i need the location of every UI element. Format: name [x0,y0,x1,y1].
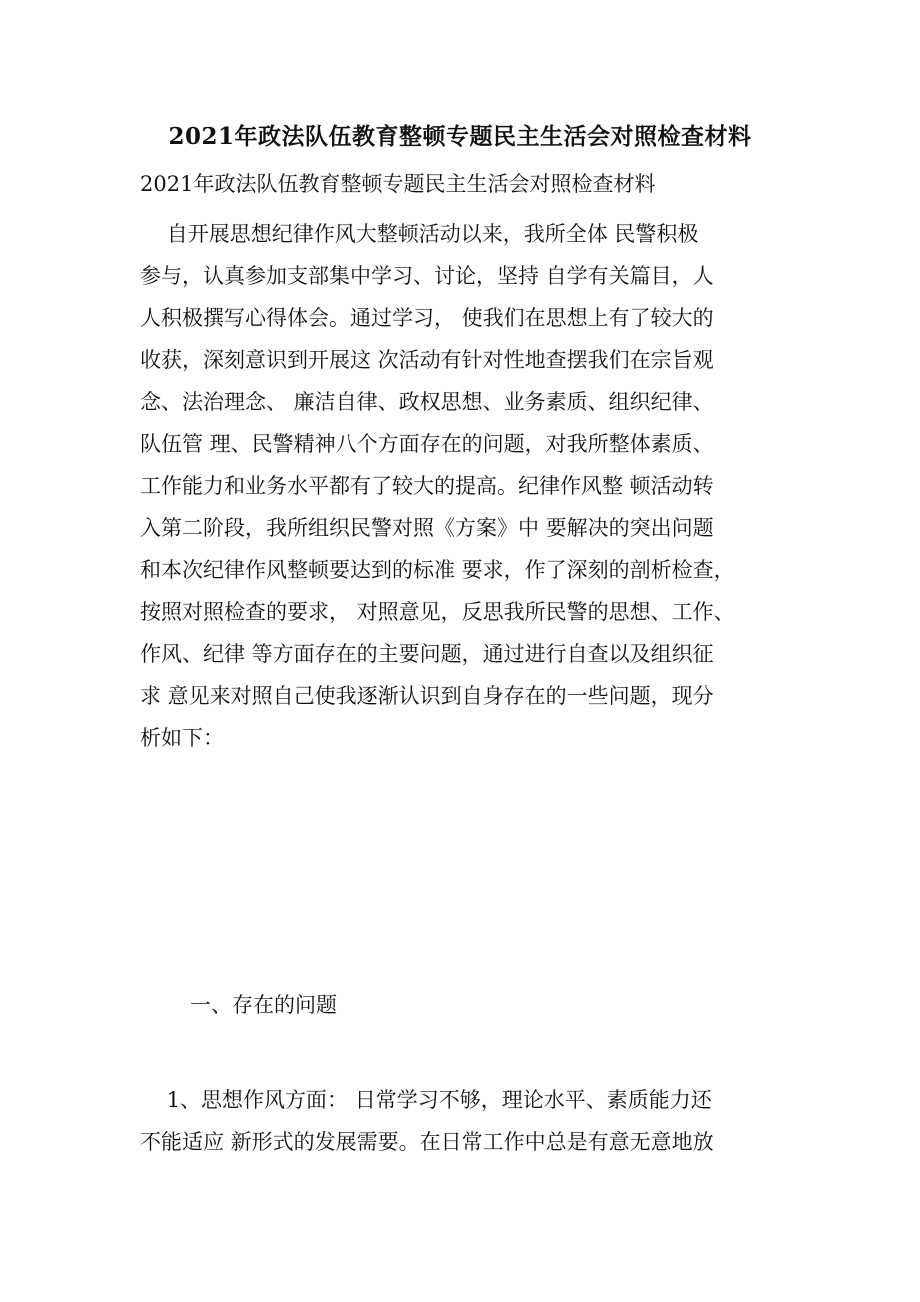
paragraph-line: 1、思想作风方面： 日常学习不够，理论水平、素质能力还 [140,1088,712,1112]
paragraph-line: 不能适应 新形式的发展需要。在日常工作中总是有意无意地放 [140,1130,714,1154]
paragraph-line: 队伍管 理、民警精神八个方面存在的问题，对我所整体素质、 [140,432,714,456]
paragraph-line: 人积极撰写心得体会。通过学习， 使我们在思想上有了较大的 [140,306,714,330]
intro-paragraph [140,213,790,759]
paragraph-line: 自开展思想纪律作风大整顿活动以来，我所全体 民警积极 [140,222,699,246]
paragraph-line: 收获，深刻意识到开展这 次活动有针对性地查摆我们在宗旨观 [140,348,714,372]
paragraph-line: 和本次纪律作风整顿要达到的标准 要求，作了深刻的剖析检查， [140,558,735,582]
paragraph-line: 工作能力和业务水平都有了较大的提高。纪律作风整 顿活动转 [140,474,714,498]
paragraph-line: 按照对照检查的要求， 对照意见，反思我所民警的思想、工作、 [140,600,735,624]
document-title: 2021年政法队伍教育整顿专题民主生活会对照检查材料 [168,123,752,150]
paragraph-line: 析如下： [140,726,224,750]
paragraph-line: 作风、纪律 等方面存在的主要问题，通过进行自查以及组织征 [140,642,714,666]
paragraph-line: 念、法治理念、 廉洁自律、政权思想、业务素质、组织纪律、 [140,390,714,414]
document-subtitle: 2021年政法队伍教育整顿专题民主生活会对照检查材料 [140,172,656,196]
section-paragraph [140,1079,790,1163]
paragraph-line: 求 意见来对照自己使我逐渐认识到自身存在的一些问题，现分 [140,684,714,708]
paragraph-line: 入第二阶段，我所组织民警对照《方案》中 要解决的突出问题 [140,516,714,540]
section-heading: 一、存在的问题 [190,993,337,1017]
paragraph-line: 参与，认真参加支部集中学习、讨论，坚持 自学有关篇目，人 [140,264,714,288]
